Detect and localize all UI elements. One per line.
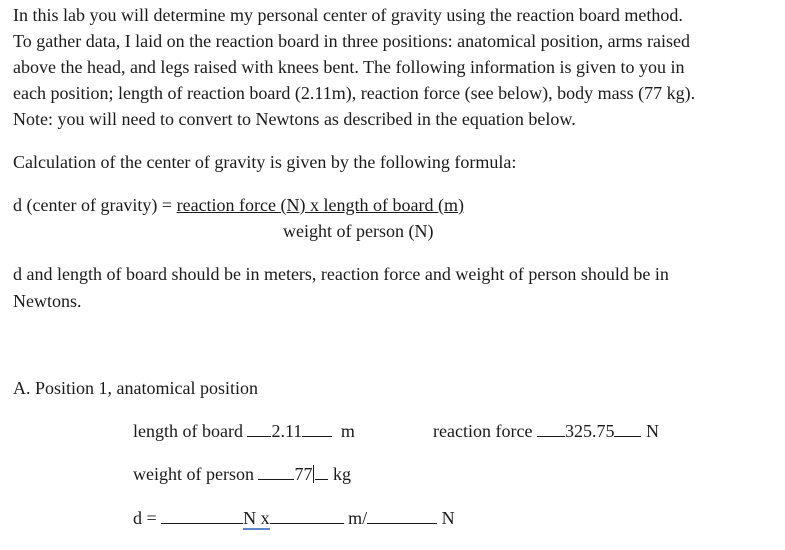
weight-blank-before <box>258 464 294 480</box>
intro-line-4: each position; length of reaction board (2.11m), reaction force (see below), body mass (77 kg). <box>13 83 696 103</box>
length-blank-after <box>302 421 332 437</box>
d-m: m/ <box>348 508 368 528</box>
d-blank-3[interactable] <box>367 508 437 524</box>
weight-unit: kg <box>332 464 351 484</box>
d-nx: N x <box>243 508 270 528</box>
formula-numerator: reaction force (N) x length of board (m) <box>176 195 464 215</box>
length-of-board-row <box>133 420 355 442</box>
intro-line-3: above the head, and legs raised with knees bent. The following information is given to you in <box>13 57 685 77</box>
weight-value[interactable]: 77 <box>294 464 313 484</box>
force-blank-before <box>537 421 565 437</box>
force-value[interactable]: 325.75 <box>564 421 615 441</box>
intro-line-1: In this lab you will determine my personal center of gravity using the reaction board method. <box>13 5 683 25</box>
force-label: reaction force <box>433 421 533 441</box>
section-a-heading: A. Position 1, anatomical position <box>13 378 258 398</box>
d-calculation-row <box>133 507 455 529</box>
formula-equation <box>13 194 464 216</box>
units-note-line-2: Newtons. <box>13 291 82 311</box>
d-blank-1[interactable] <box>161 508 243 524</box>
units-note-line-1: d and length of board should be in meters, reaction force and weight of person should be in <box>13 264 669 284</box>
force-unit: N <box>645 421 659 441</box>
length-label: length of board <box>133 421 243 441</box>
d-blank-2[interactable] <box>270 508 344 524</box>
intro-line-5: Note: you will need to convert to Newtons as described in the equation below. <box>13 109 576 129</box>
intro-line-2: To gather data, I laid on the reaction board in three positions: anatomical position, arms raised <box>13 31 691 51</box>
weight-row <box>133 463 351 485</box>
formula-denominator: weight of person (N) <box>283 221 434 241</box>
length-value[interactable]: 2.11 <box>271 421 303 441</box>
formula-lhs: d (center of gravity) = <box>13 195 177 215</box>
formula-intro: Calculation of the center of gravity is given by the following formula: <box>13 152 517 172</box>
force-blank-after <box>614 421 641 437</box>
text-cursor <box>313 465 314 483</box>
length-unit: m <box>340 421 355 441</box>
d-n: N <box>441 508 455 528</box>
weight-label: weight of person <box>133 464 254 484</box>
weight-blank-after <box>315 464 328 480</box>
reaction-force-row <box>433 420 659 442</box>
d-label: d = <box>133 508 157 528</box>
length-blank-before <box>247 421 271 437</box>
